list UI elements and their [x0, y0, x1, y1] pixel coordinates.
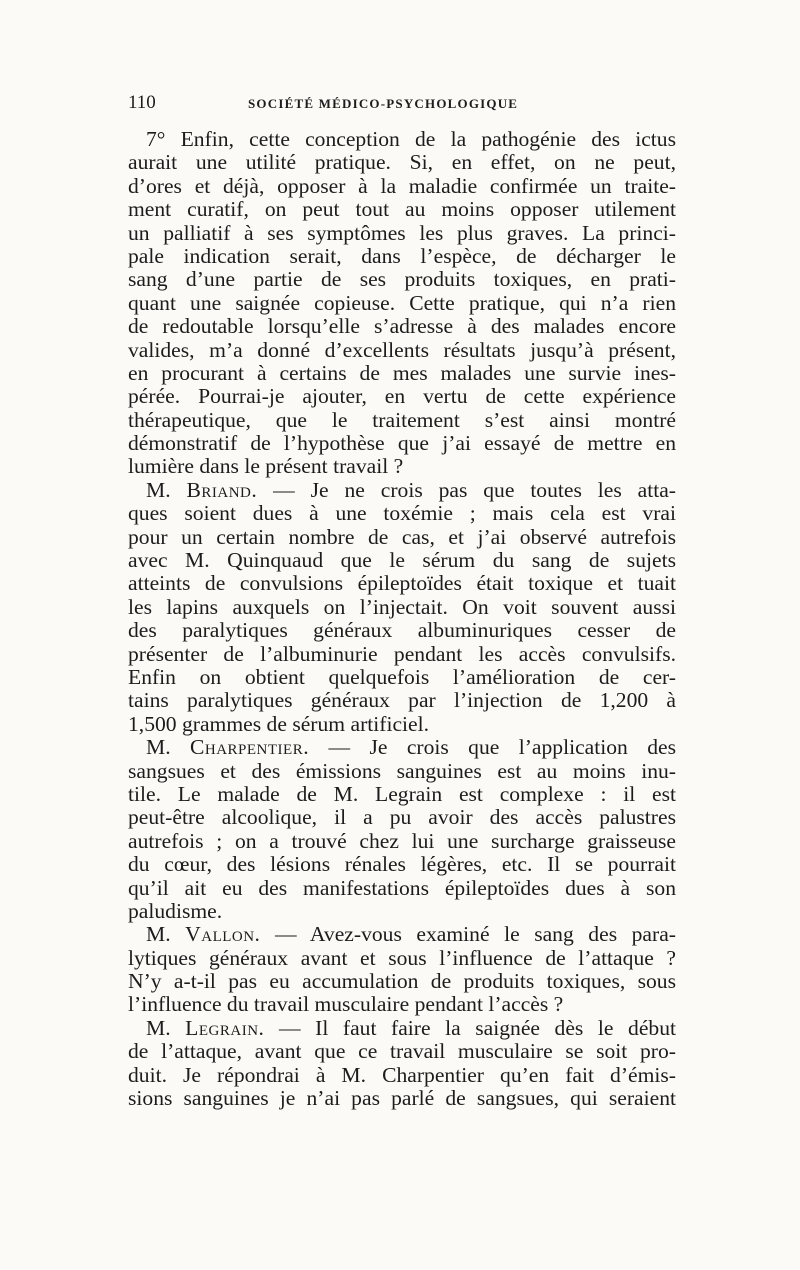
text-line: tile. Le malade de M. Legrain est complexe : il est — [128, 781, 676, 806]
text-line: peut-être alcoolique, il a pu avoir des accès palustres — [128, 805, 676, 830]
text-line: qu’il ait eu des manifestations épileptoïdes dues à son — [128, 875, 676, 900]
speaker-title: M. — [146, 735, 171, 760]
text-line: lytiques généraux avant et sous l’influence de l’attaque ? — [128, 945, 676, 970]
speaker-title: M. — [146, 477, 171, 502]
speech-text: — Avez-vous examiné le sang des para- — [275, 922, 676, 947]
speaker-name: Legrain. — [185, 1015, 265, 1040]
text-line: valides, m’a donné d’excellents résultats jusqu’à présent, — [128, 337, 676, 362]
page-number: 110 — [128, 92, 156, 113]
text-line: sang d’une partie de ses produits toxiques, en prati- — [128, 267, 676, 292]
text-line: atteints de convulsions épileptoïdes était toxique et tuait — [128, 571, 676, 596]
text-line: un palliatif à ses symptômes les plus graves. La princi- — [128, 220, 676, 245]
text-line: d’ores et déjà, opposer à la maladie confirmée un traite- — [128, 173, 676, 198]
text-line: N’y a-t-il pas eu accumulation de produits toxiques, sous — [128, 969, 676, 994]
text-line: présenter de l’albuminurie pendant les accès convulsifs. — [128, 641, 676, 666]
text-line: de redoutable lorsqu’elle s’adresse à des malades encore — [128, 314, 676, 339]
text-line: de l’attaque, avant que ce travail musculaire se soit pro- — [128, 1039, 676, 1064]
text-line: des paralytiques généraux albuminuriques cesser de — [128, 618, 676, 643]
text-line: paludisme. — [128, 898, 223, 923]
text-line: Enfin on obtient quelquefois l’amélioration de cer- — [128, 664, 676, 689]
speaker-title: M. — [146, 922, 171, 947]
text-line: 7° Enfin, cette conception de la pathogénie des ictus — [146, 127, 676, 151]
text-line: 1,500 grammes de sérum artificiel. — [128, 711, 430, 736]
text-body — [128, 128, 676, 1110]
text-line: quant une saignée copieuse. Cette pratique, qui n’a rien — [128, 290, 676, 315]
book-page — [128, 92, 676, 1110]
speaker-name: Charpentier. — [189, 735, 310, 760]
speaker-line-briand — [128, 479, 676, 502]
speech-text: — Je crois que l’application des — [328, 735, 676, 760]
text-line: thérapeutique, que le traitement s’est ainsi montré — [128, 407, 676, 432]
speaker-name: Briand. — [186, 477, 258, 502]
text-line: pérée. Pourrai-je ajouter, en vertu de cette expérience — [128, 384, 676, 409]
speaker-line-charpentier — [128, 736, 676, 759]
speaker-title: M. — [146, 1015, 171, 1040]
text-line: l’influence du travail musculaire pendant l’accès ? — [128, 992, 564, 1017]
journal-title: SOCIÉTÉ MÉDICO-PSYCHOLOGIQUE — [248, 96, 519, 111]
text-line: démonstratif de l’hypothèse que j’ai essayé de mettre en — [128, 431, 676, 456]
text-line: lumière dans le présent travail ? — [128, 454, 404, 479]
text-line: avec M. Quinquaud que le sérum du sang de sujets — [128, 548, 676, 573]
text-line: ment curatif, on peut tout au moins opposer utilement — [128, 197, 676, 222]
text-line: autrefois ; on a trouvé chez lui une surcharge graisseuse — [128, 828, 676, 853]
text-line: en procurant à certains de mes malades une survie ines- — [128, 360, 676, 385]
text-line: sangsues et des émissions sanguines est au moins inu- — [128, 758, 676, 783]
text-line: duit. Je répondrai à M. Charpentier qu’en fait d’émis- — [128, 1062, 676, 1087]
text-line: ques soient dues à une toxémie ; mais cela est vrai — [128, 501, 676, 526]
running-head — [128, 92, 676, 120]
text-line: pour un certain nombre de cas, et j’ai observé autrefois — [128, 524, 676, 549]
speech-text: — Je ne crois pas que toutes les atta- — [273, 477, 676, 502]
speaker-name: Vallon. — [185, 922, 261, 947]
text-line: tains paralytiques généraux par l’injection de 1,200 à — [128, 688, 676, 713]
speaker-line-vallon — [128, 923, 676, 946]
text-line: sions sanguines je n’ai pas parlé de sangsues, qui seraient — [128, 1086, 676, 1111]
speech-text: — Il faut faire la saignée dès le début — [278, 1015, 676, 1040]
speaker-line-legrain — [128, 1017, 676, 1040]
text-line: pale indication serait, dans l’espèce, de décharger le — [128, 243, 676, 268]
text-line: du cœur, des lésions rénales légères, etc. Il se pourrait — [128, 852, 676, 877]
text-line: les lapins auxquels on l’injectait. On voit souvent aussi — [128, 594, 676, 619]
text-line: aurait une utilité pratique. Si, en effet, on ne peut, — [128, 150, 676, 175]
